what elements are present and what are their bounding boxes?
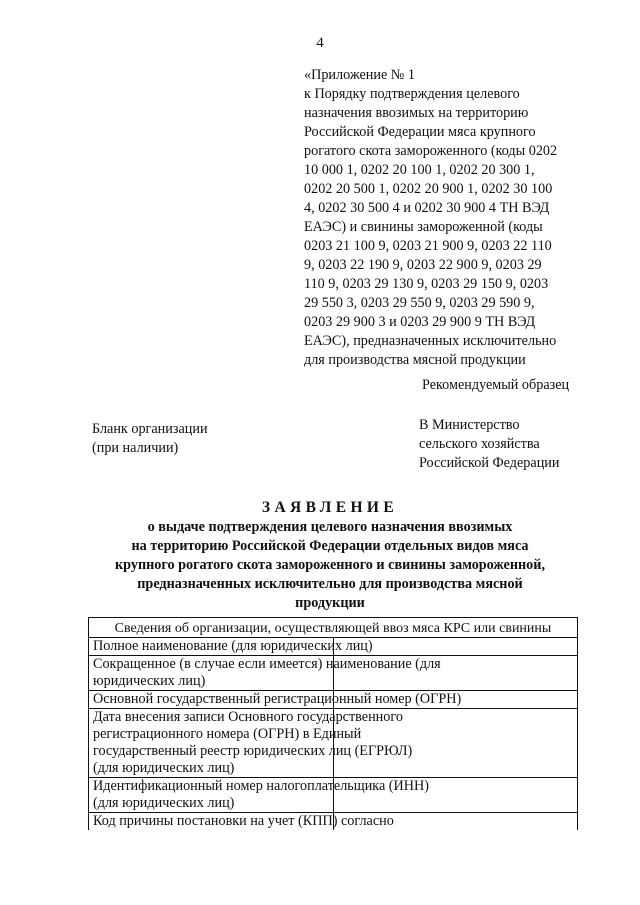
- appendix-line: 110 9, 0203 29 130 9, 0203 29 150 9, 0203: [304, 276, 549, 292]
- organization-info-table: [88, 617, 578, 830]
- appendix-line: «Приложение № 1: [304, 67, 415, 83]
- organization-letterhead: [92, 420, 342, 458]
- row-label: [89, 656, 441, 691]
- row-label-line: (для юридических лиц): [93, 795, 235, 811]
- appendix-line: 10 000 1, 0202 20 100 1, 0202 20 300 1,: [304, 162, 535, 178]
- title-subtitle-line: крупного рогатого скота замороженного и свинины замороженной,: [114, 557, 545, 573]
- table-header-row: [89, 618, 578, 638]
- table-row: [89, 656, 578, 691]
- letterhead-line: Бланк организации: [92, 421, 208, 437]
- table-row: [89, 778, 578, 813]
- appendix-line: 29 550 3, 0203 29 550 9, 0203 29 590 9,: [304, 295, 535, 311]
- appendix-line: ЕАЭС) и свинины замороженной (коды: [304, 219, 543, 235]
- recipient-line: Российской Федерации: [419, 455, 560, 471]
- document-title: [60, 498, 600, 613]
- row-label-line: юридических лиц): [93, 673, 206, 689]
- row-label-line: Сокращенное (в случае если имеется) наименование (для: [93, 656, 441, 672]
- appendix-line: 0202 20 500 1, 0202 20 900 1, 0202 30 100: [304, 181, 553, 197]
- appendix-line: ЕАЭС), предназначенных исключительно: [304, 333, 557, 349]
- appendix-line: рогатого скота замороженного (коды 0202: [304, 143, 558, 159]
- title-subtitle-line: продукции: [295, 595, 365, 611]
- recipient-line: В Министерство: [419, 417, 520, 433]
- appendix-line: 9, 0203 22 190 9, 0203 22 900 9, 0203 29: [304, 257, 542, 273]
- row-label-line: Полное наименование (для юридических лиц): [93, 638, 373, 654]
- table-row: [89, 638, 578, 656]
- row-label: [89, 638, 373, 656]
- appendix-line: Российской Федерации мяса крупного: [304, 124, 536, 140]
- table-row: [89, 691, 578, 709]
- title-subtitle-line: предназначенных исключительно для производства мясной: [137, 576, 523, 592]
- appendix-line: 0203 29 900 3 и 0203 29 900 9 ТН ВЭД: [304, 314, 536, 330]
- appendix-line: 4, 0202 30 500 4 и 0202 30 900 4 ТН ВЭД: [304, 200, 550, 216]
- recommended-sample-note: Рекомендуемый образец: [422, 377, 570, 393]
- letterhead-line: (при наличии): [92, 440, 179, 456]
- recipient-line: сельского хозяйства: [419, 436, 540, 452]
- row-label-line: Основной государственный регистрационный номер (ОГРН): [93, 691, 462, 707]
- table-row: [89, 813, 578, 831]
- row-label-line: Дата внесения записи Основного государственного: [93, 709, 403, 725]
- title-subtitle-line: о выдаче подтверждения целевого назначения ввозимых: [147, 519, 513, 535]
- row-label: [89, 709, 413, 778]
- appendix-header: [304, 66, 604, 370]
- title-main: ЗАЯВЛЕНИЕ: [261, 499, 399, 516]
- row-label-line: (для юридических лиц): [93, 760, 235, 776]
- table-row: [89, 709, 578, 778]
- title-subtitle-line: на территорию Российской Федерации отдельных видов мяса: [131, 538, 529, 554]
- appendix-line: к Порядку подтверждения целевого: [304, 86, 520, 102]
- row-label: [89, 813, 394, 831]
- table-header: Сведения об организации, осуществляющей ввоз мяса КРС или свинины: [89, 618, 578, 638]
- row-label: [89, 778, 429, 813]
- row-label-line: государственный реестр юридических лиц (ЕГРЮЛ): [93, 743, 413, 759]
- recipient-address: [419, 416, 619, 473]
- row-label-line: Идентификационный номер налогоплательщика (ИНН): [93, 778, 429, 794]
- appendix-line: 0203 21 100 9, 0203 21 900 9, 0203 22 110: [304, 238, 552, 254]
- appendix-line: для производства мясной продукции: [304, 352, 526, 368]
- row-label-line: Код причины постановки на учет (КПП) согласно: [93, 813, 394, 829]
- row-label: [89, 691, 462, 709]
- page-number: 4: [316, 35, 324, 51]
- appendix-line: назначения ввозимых на территорию: [304, 105, 529, 121]
- row-label-line: регистрационного номера (ОГРН) в Единый: [93, 726, 362, 742]
